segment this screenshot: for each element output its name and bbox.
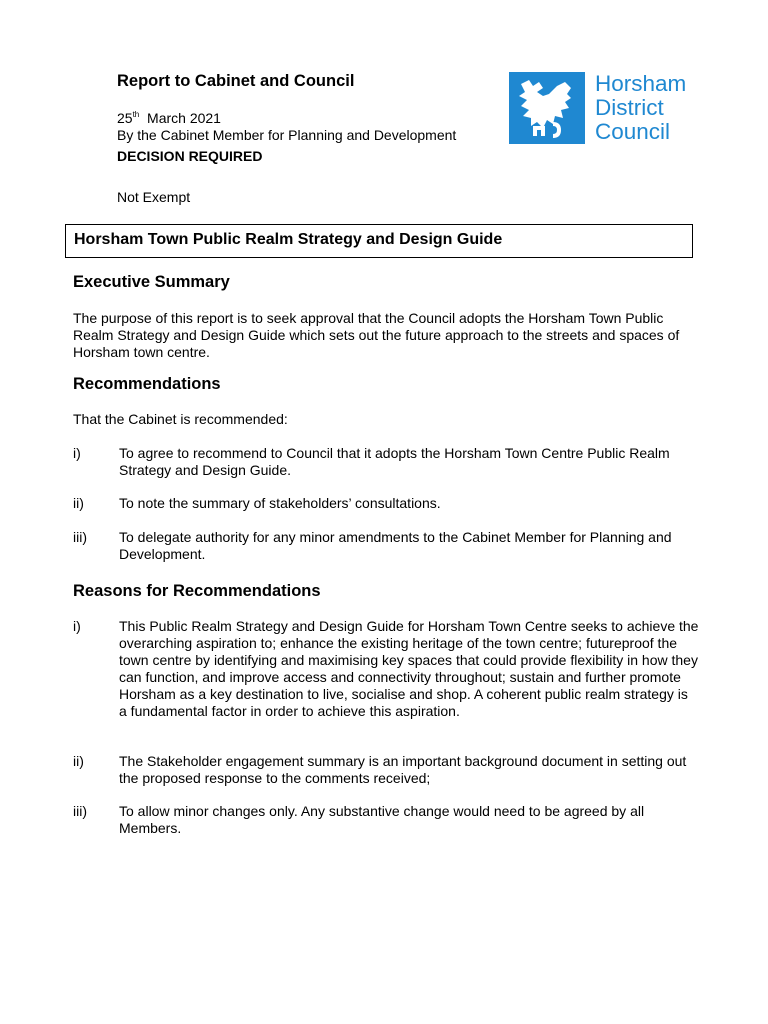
item-text: To agree to recommend to Council that it adopts the Horsham Town Centre Public Realm Strategy and Design Guide. — [119, 445, 670, 478]
date-suffix: th — [132, 110, 140, 119]
executive-summary-text: The purpose of this report is to seek approval that the Council adopts the Horsham Town Public Realm Strategy and Design Guide which sets out the future approach to the streets and spaces of Horsham town centre. — [73, 310, 680, 360]
item-text: To note the summary of stakeholders’ consultations. — [119, 495, 441, 511]
recommendations-heading: Recommendations — [73, 375, 221, 393]
by-line: By the Cabinet Member for Planning and Development — [117, 127, 457, 143]
item-number: ii) — [73, 495, 84, 511]
council-name-line2: District — [595, 95, 664, 120]
document-title: Horsham Town Public Realm Strategy and Design Guide — [65, 224, 693, 258]
decision-label: DECISION REQUIRED — [117, 148, 263, 164]
executive-summary-heading: Executive Summary — [73, 273, 230, 291]
date-day: 25 — [117, 110, 133, 126]
item-number: ii) — [73, 753, 84, 769]
council-logo — [509, 72, 699, 148]
report-title: Report to Cabinet and Council — [117, 72, 355, 90]
item-text: To delegate authority for any minor amendments to the Cabinet Member for Planning and Development. — [119, 529, 672, 562]
recommendations-intro: That the Cabinet is recommended: — [73, 411, 288, 427]
item-text: To allow minor changes only. Any substantive change would need to be agreed by all Members. — [119, 803, 645, 836]
council-name-line1: Horsham — [595, 71, 687, 96]
item-text: The Stakeholder engagement summary is an important background document in setting out the proposed response to the comments received; — [119, 753, 687, 786]
report-date — [117, 106, 221, 127]
item-number: i) — [73, 445, 81, 461]
council-name — [595, 72, 686, 144]
council-name-line3: Council — [595, 119, 671, 144]
item-number: iii) — [73, 529, 87, 545]
reasons-heading: Reasons for Recommendations — [73, 582, 321, 600]
lion-shield-icon — [509, 72, 585, 144]
item-text: This Public Realm Strategy and Design Guide for Horsham Town Centre seeks to achieve the overarching aspiration to; enhance the existing heritage of the town centre; futureproof the town centre by identifying and maximising key spaces that could provide flexibility in how they can function, and improve access and connectivity throughout; sustain and further promote Horsham as a key destination to live, socialise and shop. A coherent public realm strategy is a fundamental factor in order to achieve this aspiration. — [119, 618, 699, 719]
date-month-year: March 2021 — [147, 110, 221, 126]
item-number: i) — [73, 618, 81, 634]
exempt-status: Not Exempt — [117, 189, 191, 205]
item-number: iii) — [73, 803, 87, 819]
